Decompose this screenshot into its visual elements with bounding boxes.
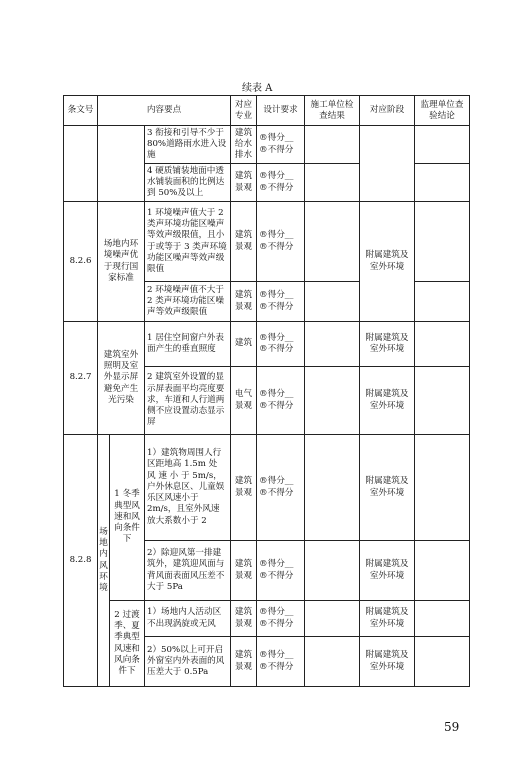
subtopic-text: 1 冬季典型风速和风向条件下: [110, 435, 145, 601]
score-options[interactable]: ®得分__ ®不得分: [257, 637, 305, 687]
page-number: 59: [444, 720, 460, 734]
item-text: 1 居住空间窗户外表面产生的垂直照度: [145, 322, 231, 367]
construction-result-cell[interactable]: [305, 164, 360, 202]
item-text: 2）除迎风第一排建筑外，建筑迎风面与背风面表面风压差不大于 5Pa: [145, 541, 231, 601]
construction-result-cell[interactable]: [305, 202, 360, 282]
item-text: 3 衔接和引导不少于80%道路雨水进入设施: [145, 126, 231, 164]
supervision-cell[interactable]: [415, 435, 470, 541]
stage-cell: [360, 126, 415, 202]
score-options[interactable]: ®得分__ ®不得分: [257, 435, 305, 541]
score-options[interactable]: ®得分__ ®不得分: [257, 601, 305, 637]
score-options[interactable]: ®得分__ ®不得分: [257, 126, 305, 164]
clause-number: 8.2.7: [64, 322, 98, 435]
item-text: 1）建筑物周围人行区距地高 1.5m 处 风 速 小 于 5m/s，户外休息区、儿童娱乐区风速小于 2m/s，且室外风速放大系数小于 2: [145, 435, 231, 541]
stage-cell: 附属建筑及室外环境: [360, 367, 415, 435]
construction-result-cell[interactable]: [305, 541, 360, 601]
header-row: [64, 96, 470, 126]
score-options[interactable]: ®得分__ ®不得分: [257, 282, 305, 322]
construction-result-cell[interactable]: [305, 637, 360, 687]
discipline-cell: 建筑景观: [231, 601, 257, 637]
item-text: 2 环境噪声值不大于 2 类声环境功能区噪声等效声级限值: [145, 282, 231, 322]
item-text: 2）50%以上可开启外窗室内外表面的风压差大于 0.5Pa: [145, 637, 231, 687]
clause-number: 8.2.6: [64, 202, 98, 322]
construction-result-cell[interactable]: [305, 435, 360, 541]
supervision-cell[interactable]: [415, 541, 470, 601]
discipline-cell: 建筑景观: [231, 541, 257, 601]
table-caption: 续表 A: [242, 83, 273, 94]
table-row: [64, 322, 470, 367]
header-design: 设计要求: [257, 96, 305, 126]
supervision-cell[interactable]: [415, 202, 470, 282]
stage-cell: 附属建筑及室外环境: [360, 202, 415, 322]
clause-cell: [64, 126, 98, 202]
supervision-cell[interactable]: [415, 637, 470, 687]
score-options[interactable]: ®得分__ ®不得分: [257, 164, 305, 202]
topic-cell: [98, 126, 145, 202]
table-row: [64, 435, 470, 541]
construction-result-cell[interactable]: [305, 126, 360, 164]
table-row: [64, 601, 470, 637]
discipline-cell: 建筑景观: [231, 282, 257, 322]
supervision-cell[interactable]: [415, 601, 470, 637]
clause-number: 8.2.8: [64, 435, 98, 687]
header-supervision: 监理单位查验结论: [415, 96, 470, 126]
stage-cell: 附属建筑及室外环境: [360, 601, 415, 637]
stage-cell: 附属建筑及室外环境: [360, 435, 415, 541]
stage-cell: 附属建筑及室外环境: [360, 541, 415, 601]
supervision-cell[interactable]: [415, 126, 470, 164]
discipline-cell: 建筑景观: [231, 637, 257, 687]
score-options[interactable]: ®得分__ ®不得分: [257, 367, 305, 435]
table-row: [64, 202, 470, 282]
discipline-cell: 建筑: [231, 322, 257, 367]
header-content: 内容要点: [98, 96, 231, 126]
item-text: 2 建筑室外设置的显示屏表面平均亮度要求，车道和人行道两侧不应设置动态显示屏: [145, 367, 231, 435]
stage-cell: 附属建筑及室外环境: [360, 322, 415, 367]
topic-text: 场地内环境噪声优于现行国家标准: [98, 202, 145, 322]
score-options[interactable]: ®得分__ ®不得分: [257, 322, 305, 367]
discipline-cell: 建筑给水排水: [231, 126, 257, 164]
discipline-cell: 建筑景观: [231, 202, 257, 282]
construction-result-cell[interactable]: [305, 322, 360, 367]
header-stage: 对应阶段: [360, 96, 415, 126]
discipline-cell: 建筑景观: [231, 164, 257, 202]
topic-text: 建筑室外照明及室外显示屏避免产生光污染: [98, 322, 145, 435]
inspection-table: [63, 95, 470, 687]
table-row: [64, 126, 470, 164]
header-discipline: 对应专业: [231, 96, 257, 126]
construction-result-cell[interactable]: [305, 601, 360, 637]
supervision-cell[interactable]: [415, 164, 470, 202]
score-options[interactable]: ®得分__ ®不得分: [257, 541, 305, 601]
score-options[interactable]: ®得分__ ®不得分: [257, 202, 305, 282]
topic-text: 场地内风环境: [98, 435, 110, 687]
construction-result-cell[interactable]: [305, 282, 360, 322]
header-clause: 条文号: [64, 96, 98, 126]
construction-result-cell[interactable]: [305, 367, 360, 435]
item-text: 1 环境噪声值大于 2 类声环境功能区噪声等效声级限值，且小于或等于 3 类声环境功能区噪声等效声级限值: [145, 202, 231, 282]
header-construction: 施工单位检查结果: [305, 96, 360, 126]
supervision-cell[interactable]: [415, 282, 470, 322]
item-text: 4 硬质铺装地面中透水铺装面积的比例达到 50%及以上: [145, 164, 231, 202]
supervision-cell[interactable]: [415, 367, 470, 435]
subtopic-text: 2 过渡季、夏季典型风速和风向条件下: [110, 601, 145, 687]
stage-cell: 附属建筑及室外环境: [360, 637, 415, 687]
supervision-cell[interactable]: [415, 322, 470, 367]
discipline-cell: 建筑景观: [231, 435, 257, 541]
discipline-cell: 电气景观: [231, 367, 257, 435]
item-text: 1）场地内人活动区不出现涡旋或无风: [145, 601, 231, 637]
